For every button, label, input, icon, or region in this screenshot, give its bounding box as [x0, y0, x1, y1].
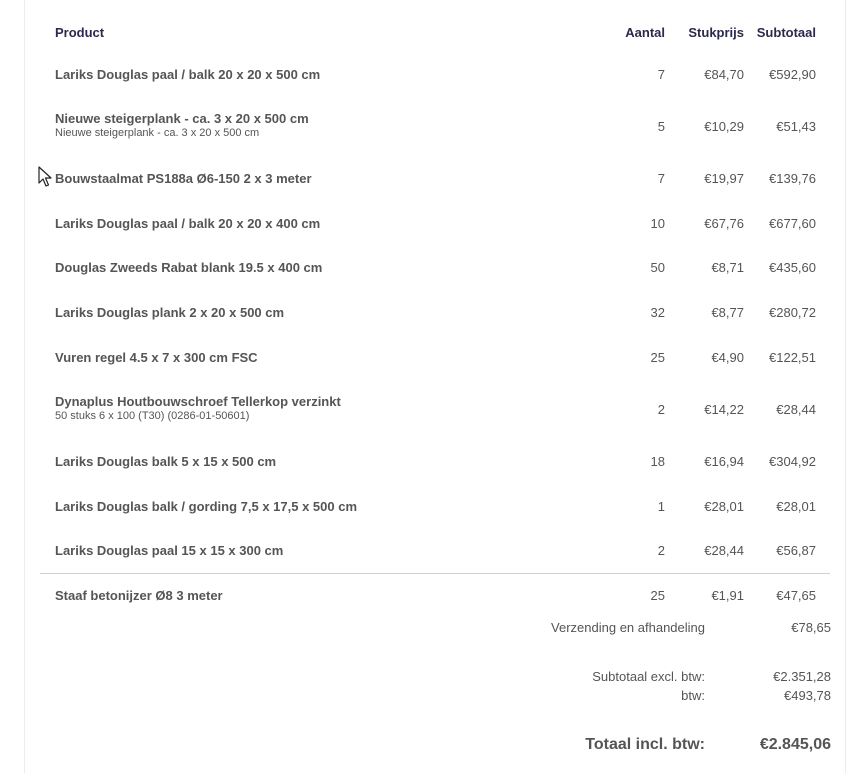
product-unit-price: €1,91	[711, 588, 744, 603]
product-name: Lariks Douglas balk / gording 7,5 x 17,5 x 500 cm	[55, 499, 358, 514]
vat-value: €493,78	[784, 688, 831, 703]
order-summary-panel	[24, 0, 846, 773]
header-subtotal: Subtotaal	[756, 25, 816, 40]
product-name: Lariks Douglas balk 5 x 15 x 500 cm	[55, 454, 277, 469]
shipping-value: €78,65	[791, 620, 831, 635]
product-name: Lariks Douglas paal / balk 20 x 20 x 400 cm	[55, 216, 321, 231]
product-subtotal: €56,87	[776, 543, 816, 558]
product-subtotal: €28,44	[776, 402, 816, 417]
header-quantity: Aantal	[625, 25, 665, 40]
product-name: Douglas Zweeds Rabat blank 19.5 x 400 cm	[55, 260, 323, 275]
product-subtotal: €47,65	[776, 588, 816, 603]
product-quantity: 5	[657, 119, 665, 134]
table-row	[25, 588, 845, 610]
product-unit-price: €16,94	[704, 454, 744, 469]
product-quantity: 7	[657, 171, 665, 186]
product-quantity: 7	[657, 67, 665, 82]
vat-label: btw:	[681, 688, 705, 703]
product-unit-price: €67,76	[704, 216, 744, 231]
product-name: Lariks Douglas plank 2 x 20 x 500 cm	[55, 305, 285, 320]
subtotal-excl-vat-label: Subtotaal excl. btw:	[592, 669, 705, 684]
product-subtotal: €592,90	[769, 67, 816, 82]
product-unit-price: €28,01	[704, 499, 744, 514]
shipping-label: Verzending en afhandeling	[551, 620, 705, 635]
product-subtotal: €139,76	[769, 171, 816, 186]
product-subtotal: €304,92	[769, 454, 816, 469]
header-product: Product	[55, 25, 105, 40]
table-row	[25, 67, 845, 89]
product-quantity: 2	[657, 543, 665, 558]
product-unit-price: €8,77	[711, 305, 744, 320]
table-row	[25, 260, 845, 282]
product-subtotal: €435,60	[769, 260, 816, 275]
table-row	[25, 305, 845, 327]
table-row	[25, 454, 845, 476]
table-row	[25, 111, 845, 139]
product-name: Lariks Douglas paal / balk 20 x 20 x 500 cm	[55, 67, 321, 82]
product-unit-price: €8,71	[711, 260, 744, 275]
product-unit-price: €19,97	[704, 171, 744, 186]
table-row	[25, 394, 845, 422]
product-quantity: 50	[650, 260, 665, 275]
table-divider	[40, 573, 830, 574]
product-unit-price: €84,70	[704, 67, 744, 82]
mouse-cursor-icon	[38, 166, 52, 188]
product-unit-price: €10,29	[704, 119, 744, 134]
total-incl-vat-value: €2.845,06	[759, 736, 831, 753]
product-quantity: 25	[650, 350, 665, 365]
product-description: Nieuwe steigerplank - ca. 3 x 20 x 500 cm	[55, 127, 260, 139]
table-row	[25, 216, 845, 238]
table-row	[25, 171, 845, 193]
product-quantity: 2	[657, 402, 665, 417]
subtotal-excl-vat-value: €2.351,28	[773, 669, 831, 684]
product-subtotal: €51,43	[776, 119, 816, 134]
product-unit-price: €4,90	[711, 350, 744, 365]
table-row	[25, 350, 845, 372]
product-name: Staaf betonijzer Ø8 3 meter	[55, 588, 223, 603]
total-incl-vat-label: Totaal incl. btw:	[585, 736, 705, 753]
product-quantity: 32	[650, 305, 665, 320]
product-quantity: 25	[650, 588, 665, 603]
product-quantity: 10	[650, 216, 665, 231]
header-unit-price: Stukprijs	[688, 25, 744, 40]
product-subtotal: €28,01	[776, 499, 816, 514]
product-name: Nieuwe steigerplank - ca. 3 x 20 x 500 cm	[55, 111, 309, 126]
product-quantity: 1	[657, 499, 665, 514]
product-quantity: 18	[650, 454, 665, 469]
product-subtotal: €677,60	[769, 216, 816, 231]
product-unit-price: €28,44	[704, 543, 744, 558]
product-name: Lariks Douglas paal 15 x 15 x 300 cm	[55, 543, 284, 558]
product-name: Vuren regel 4.5 x 7 x 300 cm FSC	[55, 350, 258, 365]
table-row	[25, 543, 845, 565]
product-name: Bouwstaalmat PS188a Ø6-150 2 x 3 meter	[55, 171, 312, 186]
product-name: Dynaplus Houtbouwschroef Tellerkop verzinkt	[55, 394, 341, 409]
product-subtotal: €122,51	[769, 350, 816, 365]
product-description: 50 stuks 6 x 100 (T30) (0286-01-50601)	[55, 410, 250, 422]
product-subtotal: €280,72	[769, 305, 816, 320]
product-unit-price: €14,22	[704, 402, 744, 417]
table-row	[25, 499, 845, 521]
